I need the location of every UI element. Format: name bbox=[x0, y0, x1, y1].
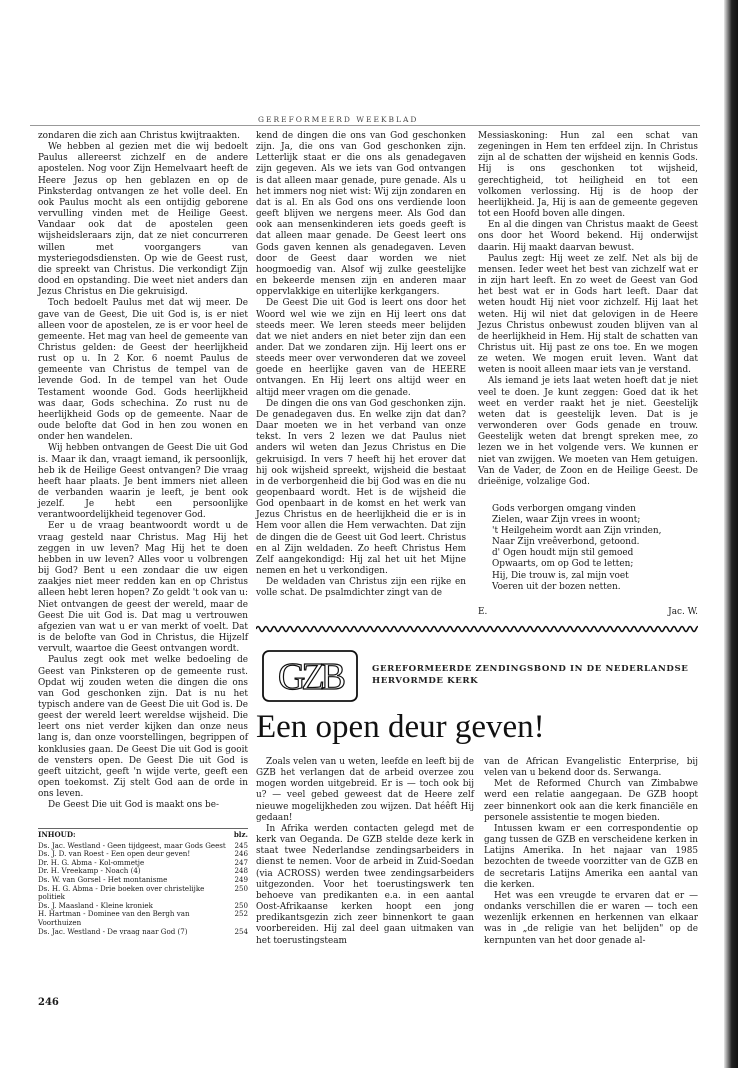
toc-item-title: Ds. J. D. van Roest - Een open deur geven! bbox=[38, 849, 191, 859]
toc-item-title: Ds. Jac. Westland - Geen tijdgeest, maar Gods Geest bbox=[38, 840, 226, 850]
poem-line: Opwaarts, om op God te letten; bbox=[492, 559, 634, 570]
paragraph: De weldaden van Christus zijn een rijke en volle schat. De psalmdichter zingt van de bbox=[256, 577, 466, 599]
org-name-line: GEREFORMEERDE ZENDINGSBOND IN DE NEDERLANDSE bbox=[372, 664, 689, 674]
running-head: GEREFORMEERD WEEKBLAD bbox=[258, 115, 419, 124]
toc-item-title: Ds. W. van Gorsel - Het montanisme bbox=[38, 874, 168, 884]
poem-line: Gods verborgen omgang vinden bbox=[492, 504, 636, 514]
gzb-logo-text: GZB bbox=[278, 656, 342, 698]
table-of-contents bbox=[38, 828, 248, 936]
page-edge-shadow bbox=[724, 0, 738, 1068]
paragraph: Messiaskoning: Hun zal een schat van zegeningen in Hem ten erfdeel zijn. In Christus zijn al de schatten der wijsheid en kennis Gods. Hij is ons geschonken tot wijsheid, gerechtigheid, tot heiligheid en tot een volkomen verlossing. Hij is de hoop der heerlijkheid. Ja, Hij is aan de gemeente gegeven tot een Hoofd boven alle dingen. bbox=[478, 131, 698, 220]
toc-item-page: 250 bbox=[234, 883, 248, 893]
paragraph: Paulus zegt: Hij weet ze zelf. Net als bij de mensen. Ieder weet het best van zichzelf wat er in zijn hart leeft. En zo weet de Geest van God het best wat er in Gods hart leeft. Daar dat weten houdt Hij niet voor zichzelf. Hij laat het weten. Hij wil niet dat gelovigen in de Heere Jezus Christus onbewust zouden blijven van al de heerlijkheid in Hem. Hij stalt de schatten van Christus uit. Hij past ze ons toe. En we mogen ze weten. We mogen eruit leven. Want dat weten is nooit alleen maar iets van je verstand. bbox=[478, 253, 698, 376]
toc-item bbox=[38, 928, 248, 937]
paragraph: De dingen die ons van God geschonken zijn. De genadegaven dus. En welke zijn dat dan? Daar moeten we in het verband van onze tekst. In vers 2 lezen we dat Paulus niet anders wil weten dan Jezus Christus en Die gekruisigd. In vers 7 heeft hij het erover dat hij ook wijsheid spreekt, wijsheid die bestaat in de verborgenheid die bij God was en die nu geopenbaard wordt. Het is de wijsheid die God openbaart in de komst en het werk van Jezus Christus en de heerlijkheid die er is in Hem voor allen die Hem verwachten. Dat zijn de dingen die de Geest uit God leert. Christus en al Zijn weldaden. Zo heeft Christus Hem Zelf aangekondigd: Hij zal het uit het Mijne nemen en het u verkondigen. bbox=[256, 398, 466, 577]
toc-item-title: Ds. Jac. Westland - De vraag naar God (7) bbox=[38, 926, 188, 936]
paragraph: In Afrika werden contacten gelegd met de kerk van Oeganda. De GZB stelde deze kerk in staat twee Nederlandse zendingsarbeiders in dienst te nemen. Voor de arbeid in Zuid-Soedan (via ACROSS) werden twee zendingsarbeiders uitgezonden. Voor het toerustingswerk ten behoeve van predikanten e.a. in een aantal Oost-Afrikaanse kerken hoopt een jong predikantsgezin zich zeer binnenkort te gaan voorbereiden. Hij zal deel gaan uitmaken van het toerustingsteam bbox=[256, 823, 474, 946]
toc-item-page: 254 bbox=[234, 926, 248, 936]
toc-item-page: 248 bbox=[234, 866, 248, 876]
toc-page-label: blz. bbox=[233, 830, 248, 839]
paragraph: van de African Evangelistic Enterprise, bij velen van u bekend door ds. Serwanga. bbox=[484, 757, 698, 779]
paragraph: We hebben al gezien met die wij bedoelt Paulus allereerst zichzelf en de andere apostelen. Nog voor Zijn Hemelvaart heeft de Heere Jezus op hen geblazen en op de Pinksterdag ontvangen ze het volle deel. En ook Paulus mocht als een ontijdig geborene vervulling vinden met de Heilige Geest. Vandaar ook dat de apostelen geen wijsheidsleraars zijn, dat ze niet concurreren willen met voorgangers van mysteriegodsdiensten. Op wie de Geest rust, die spreekt van Christus. Die verkondigt Zijn dood en opstanding. Die weet niet anders dan Jezus Christus en Die gekruisigd. bbox=[38, 142, 248, 298]
paragraph: zondaren die zich aan Christus kwijtraakten. bbox=[38, 131, 240, 141]
poem-line: Zielen, waar Zijn vrees in woont; bbox=[492, 515, 641, 526]
paragraph: kend de dingen die ons van God geschonken zijn. Ja, die ons van God geschonken zijn. Letterlijk staat er die ons als genadegaven zijn gegeven. Als we iets van God ontvangen is dat alleen maar genade, pure genade. Als u het immers nog niet wist: Wij zijn zondaren en dat is al. En als God ons ons verdiende loon geeft blijven we nergens meer. Als God dan ook aan mensenkinderen iets goeds geeft is dat alleen maar genade. De Geest leert ons Gods gaven kennen als genadegaven. Leven door de Geest daar worden we niet hoogmoedig van. Alsof wij zulke geestelijke en bekeerde mensen zijn en anderen maar oppervlakkige en uiterlijke kerkgangers. bbox=[256, 131, 466, 298]
paragraph: De Geest Die uit God is leert ons door het Woord wel wie we zijn en Hij leert ons dat steeds meer. We leren steeds meer belijden dat we niet anders en niet beter zijn dan een ander. Dat we zondaren zijn. Hij leert ons er steeds meer over verwonderen dat we zoveel goede en heerlijke gaven van de HEERE ontvangen. En Hij leert ons altijd weer en altijd meer vragen om die genade. bbox=[256, 298, 466, 398]
toc-item bbox=[38, 910, 248, 927]
paragraph: Met de Reformed Church van Zimbabwe werd een relatie aangegaan. De GZB hoopt zeer binnenkort ook aan die kerk financiële en personele assistentie te mogen bieden. bbox=[484, 779, 698, 823]
toc-item-title: Ds. J. Maasland - Kleine kroniek bbox=[38, 900, 153, 910]
org-name-line: HERVORMDE KERK bbox=[372, 675, 479, 686]
paragraph: Wij hebben ontvangen de Geest Die uit God is. Maar ik dan, vraagt iemand, ik persoonlijk, heb ik de Heilige Geest ontvangen? Die vraag heeft haar plaats. Je bent immers niet alleen de verbanden waarin je leeft, je bent ook jezelf. Je hebt een persoonlijke verantwoordelijkheid tegenover God. bbox=[38, 443, 248, 521]
page-number: 246 bbox=[38, 997, 59, 1008]
toc-item-page: 250 bbox=[234, 900, 248, 910]
signature-author: Jac. W. bbox=[668, 606, 698, 617]
toc-item-page: 249 bbox=[234, 874, 248, 884]
paragraph: Als iemand je iets laat weten hoeft dat je niet veel te doen. Je kunt zeggen: Goed dat ik het weet en verder raakt het je niet. Geestelijk weten dat is geestelijk leven. Dat is je verwonderen over Gods genade en trouw. Geestelijk weten dat brengt spreken mee, zo lezen we in het volgende vers. We kunnen er niet van zwijgen. We moeten van Hem getuigen. Van de Vader, de Zoon en de Heilige Geest. De drieënige, volzalige God. bbox=[478, 376, 698, 487]
toc-item-page: 247 bbox=[234, 857, 248, 867]
toc-item-page: 252 bbox=[234, 909, 248, 919]
wave-divider bbox=[256, 622, 698, 636]
header-rule bbox=[30, 125, 700, 126]
gzb-column-1 bbox=[256, 757, 474, 947]
poem-line: Voeren uit der bozen netten. bbox=[492, 581, 621, 592]
paragraph: Toch bedoelt Paulus met dat wij meer. De gave van de Geest, Die uit God is, is er niet alleen voor de apostelen, ze is er voor heel de gemeente. Het mag van heel de gemeente van Christus gelden: de Geest der heerlijkheid rust op u. In 2 Kor. 6 noemt Paulus de gemeente van Christus de tempel van de levende God. In de tempel van het Oude Testament woonde God. Gods heerlijkheid was daar, Gods schechina. Zo rust nu de heerlijkheid Gods op de gemeente. Naar de oude belofte dat God in hen zou wonen en onder hen wandelen. bbox=[38, 298, 248, 443]
paragraph: De Geest Die uit God is maakt ons be- bbox=[48, 800, 219, 811]
toc-title: INHOUD: bbox=[38, 830, 76, 839]
article-column-3 bbox=[478, 131, 698, 618]
gzb-column-2 bbox=[484, 757, 698, 947]
article-column-1 bbox=[38, 131, 248, 812]
poem-line: 't Heilgeheim wordt aan Zijn vrinden, bbox=[492, 526, 662, 537]
paragraph: Intussen kwam er een correspondentie op gang tussen de GZB en verscheidene kerken in Latijns Amerika. In het najaar van 1985 bezochten de tweede voorzitter van de GZB en de secretaris Latijns Amerika een aantal van die kerken. bbox=[484, 823, 698, 890]
article-headline: Een open deur geven! bbox=[256, 709, 545, 745]
toc-header bbox=[38, 828, 248, 840]
poem-line: d' Ogen houdt mijn stil gemoed bbox=[492, 548, 634, 559]
toc-item-title: Dr. H. Vreekamp - Noach (4) bbox=[38, 866, 141, 876]
poem-line: Hij, Die trouw is, zal mijn voet bbox=[492, 570, 629, 581]
toc-item-page: 246 bbox=[234, 849, 248, 859]
signature-initial: E. bbox=[478, 606, 488, 617]
article-column-2 bbox=[256, 131, 466, 600]
toc-item-page: 245 bbox=[234, 840, 248, 850]
toc-item-title: Dr. H. G. Abma - Kol-ommetje bbox=[38, 857, 145, 867]
poem-line: Naar Zijn vreêverbond, getoond. bbox=[492, 537, 640, 548]
signature bbox=[478, 607, 698, 618]
toc-item bbox=[38, 885, 248, 902]
paragraph: Paulus zegt ook met welke bedoeling de Geest van Pinksteren op de gemeente rust. Opdat wij zouden weten die dingen die ons van God geschonken zijn. Dat is nu het typisch andere van de Geest Die uit God is. De geest der wereld leert wereldse wijsheid. Die leert ons niet verder kijken dan onze neus lang is, dan onze voorstellingen, begrippen of konklusies gaan. De Geest Die uit God is gooit de vensters open. De Geest Die uit God is geeft uitzicht, geeft 'n wijde verte, geeft een open toekomst. Zij stelt God aan de orde in ons leven. bbox=[38, 655, 248, 800]
paragraph: Eer u de vraag beantwoordt wordt u de vraag gesteld naar Christus. Mag Hij het zeggen in uw leven? Mag Hij het te doen hebben in uw leven? Alles voor u volbrengen bij God? Bent u een zondaar die uw eigen zaakjes niet meer redden kan en op Christus alleen hebt leren hopen? Zo geldt 't ook van u: Niet ontvangen de geest der wereld, maar de Geest Die uit God is. Dat mag u vertrouwen afgezien van wat u er van merkt of voelt. Dat is de belofte van God in Christus, die Hijzelf vervult, waartoe die Geest ontvangen wordt. bbox=[38, 521, 248, 655]
paragraph: En al die dingen van Christus maakt de Geest ons door het Woord bekend. Hij onderwijst daarin. Hij maakt daarvan bewust. bbox=[478, 220, 698, 253]
gzb-logo bbox=[262, 650, 358, 702]
psalm-verse bbox=[492, 504, 698, 593]
organization-name bbox=[372, 664, 702, 687]
paragraph: Zoals velen van u weten, leefde en leeft bij de GZB het verlangen dat de arbeid overzee zou mogen worden uitgebreid. Er is — toch ook bij u? — veel gebed geweest dat de Heere zelf nieuwe mogelijkheden zou wijzen. Dat héêft Hij gedaan! bbox=[256, 757, 474, 823]
paragraph: Het was een vreugde te ervaren dat er — ondanks verschillen die er waren — toch een wezenlijk erkennen en herkennen van elkaar was in „de religie van het belijden" op de kernpunten van het door genade al- bbox=[484, 890, 698, 946]
toc-item-title: Ds. H. G. Abma - Drie boeken over christelijke politiek bbox=[38, 883, 205, 902]
toc-item-title: H. Hartman - Dominee van den Bergh van Voorthuizen bbox=[38, 909, 190, 927]
